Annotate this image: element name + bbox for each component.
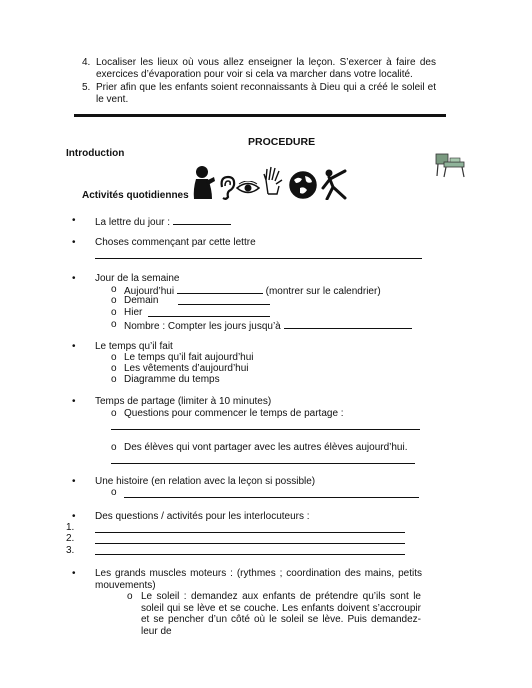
- sun-activity-text: Le soleil : demandez aux enfants de prétendre qu’ils sont le soleil qui se lève et se couche. Les enfants doivent s’accroupir et se pencher d’un côté où le soleil se lève. Puis demandez-leur de: [141, 591, 421, 637]
- letter-of-day-label: La lettre du jour :: [95, 217, 171, 228]
- objective-text: Localiser les lieux où vous allez enseigner la leçon. S’exercer à faire des exercices d’évaporation pour voir si cela va marcher dans votre localité.: [96, 57, 436, 80]
- clothes-today-label: Les vêtements d’aujourd’hui: [124, 363, 249, 374]
- sub-bullet-icon: o: [111, 487, 117, 498]
- sharing-time-label: Temps de partage (limiter à 10 minutes): [95, 396, 272, 407]
- bullet-icon: •: [72, 215, 76, 226]
- sub-bullet-icon: o: [111, 408, 117, 419]
- tomorrow-label: Demain: [124, 295, 159, 306]
- hand-icon: [262, 166, 284, 196]
- questions-activities-label: Des questions / activités pour les interlocuteurs :: [95, 511, 310, 522]
- yesterday-label: Hier: [124, 307, 143, 318]
- bullet-icon: •: [72, 341, 76, 352]
- numbered-blank[interactable]: [95, 554, 405, 555]
- page-heading: PROCEDURE: [248, 136, 316, 148]
- stretching-person-icon: [320, 168, 352, 200]
- students-sharing-blank[interactable]: [111, 463, 415, 464]
- name-count-label: Nombre : Compter les jours jusqu’à: [124, 321, 281, 332]
- name-count-blank[interactable]: [284, 319, 412, 329]
- objective-number: 5.: [82, 82, 91, 93]
- bullet-icon: •: [72, 511, 76, 522]
- section-divider: [74, 114, 446, 117]
- desk-chair-icon: [434, 150, 466, 178]
- numbered-blank[interactable]: [95, 532, 405, 533]
- sub-bullet-icon: o: [111, 295, 117, 306]
- sub-bullet-icon: o: [111, 374, 117, 385]
- day-of-week-label: Jour de la semaine: [95, 273, 180, 284]
- praying-child-icon: [190, 165, 218, 201]
- bullet-icon: •: [72, 396, 76, 407]
- tomorrow-blank[interactable]: [178, 304, 270, 305]
- sub-bullet-icon: o: [111, 284, 117, 295]
- bullet-icon: •: [72, 273, 76, 284]
- things-starting-label: Choses commençant par cette lettre: [95, 237, 256, 248]
- yesterday-blank[interactable]: [148, 316, 270, 317]
- numbered-line-label: 2.: [66, 533, 75, 544]
- weather-today-label: Le temps qu’il fait aujourd’hui: [124, 352, 254, 363]
- sub-bullet-icon: o: [111, 442, 117, 453]
- sub-bullet-icon: o: [127, 591, 133, 602]
- bullet-icon: •: [72, 476, 76, 487]
- sub-bullet-icon: o: [111, 319, 117, 330]
- today-label: Aujourd’hui: [124, 286, 175, 297]
- list-item: [124, 319, 412, 332]
- numbered-blank[interactable]: [95, 543, 405, 544]
- things-starting-blank[interactable]: [95, 258, 422, 259]
- sharing-questions-label: Questions pour commencer le temps de partage :: [124, 408, 344, 419]
- introduction-heading: Introduction: [66, 148, 125, 159]
- weather-label: Le temps qu’il fait: [95, 341, 173, 352]
- eye-icon: [236, 181, 260, 195]
- today-blank[interactable]: [177, 284, 263, 294]
- objective-text: Prier afin que les enfants soient reconnaissants à Dieu qui a créé le soleil et le vent.: [96, 82, 436, 105]
- sharing-questions-blank[interactable]: [111, 429, 420, 430]
- letter-of-day-blank[interactable]: [173, 215, 231, 225]
- bullet-icon: •: [72, 237, 76, 248]
- sub-bullet-icon: o: [111, 307, 117, 318]
- weather-diagram-label: Diagramme du temps: [124, 374, 220, 385]
- students-sharing-label: Des élèves qui vont partager avec les autres élèves aujourd’hui.: [124, 442, 408, 453]
- story-label: Une histoire (en relation avec la leçon si possible): [95, 476, 316, 487]
- sub-bullet-icon: o: [111, 352, 117, 363]
- daily-activities-heading: Activités quotidiennes: [82, 190, 189, 201]
- bullet-icon: •: [72, 568, 76, 579]
- globe-icon: [288, 170, 318, 200]
- numbered-line-label: 3.: [66, 545, 75, 556]
- numbered-line-label: 1.: [66, 522, 75, 533]
- ear-icon: [218, 175, 236, 201]
- list-item: [124, 284, 381, 297]
- objective-number: 4.: [82, 57, 91, 68]
- big-muscles-label: Les grands muscles moteurs : (rythmes ; coordination des mains, petits mouvements): [95, 568, 422, 591]
- list-item: [95, 215, 231, 228]
- calendar-note: (montrer sur le calendrier): [265, 286, 381, 297]
- sub-bullet-icon: o: [111, 363, 117, 374]
- story-blank[interactable]: [124, 497, 419, 498]
